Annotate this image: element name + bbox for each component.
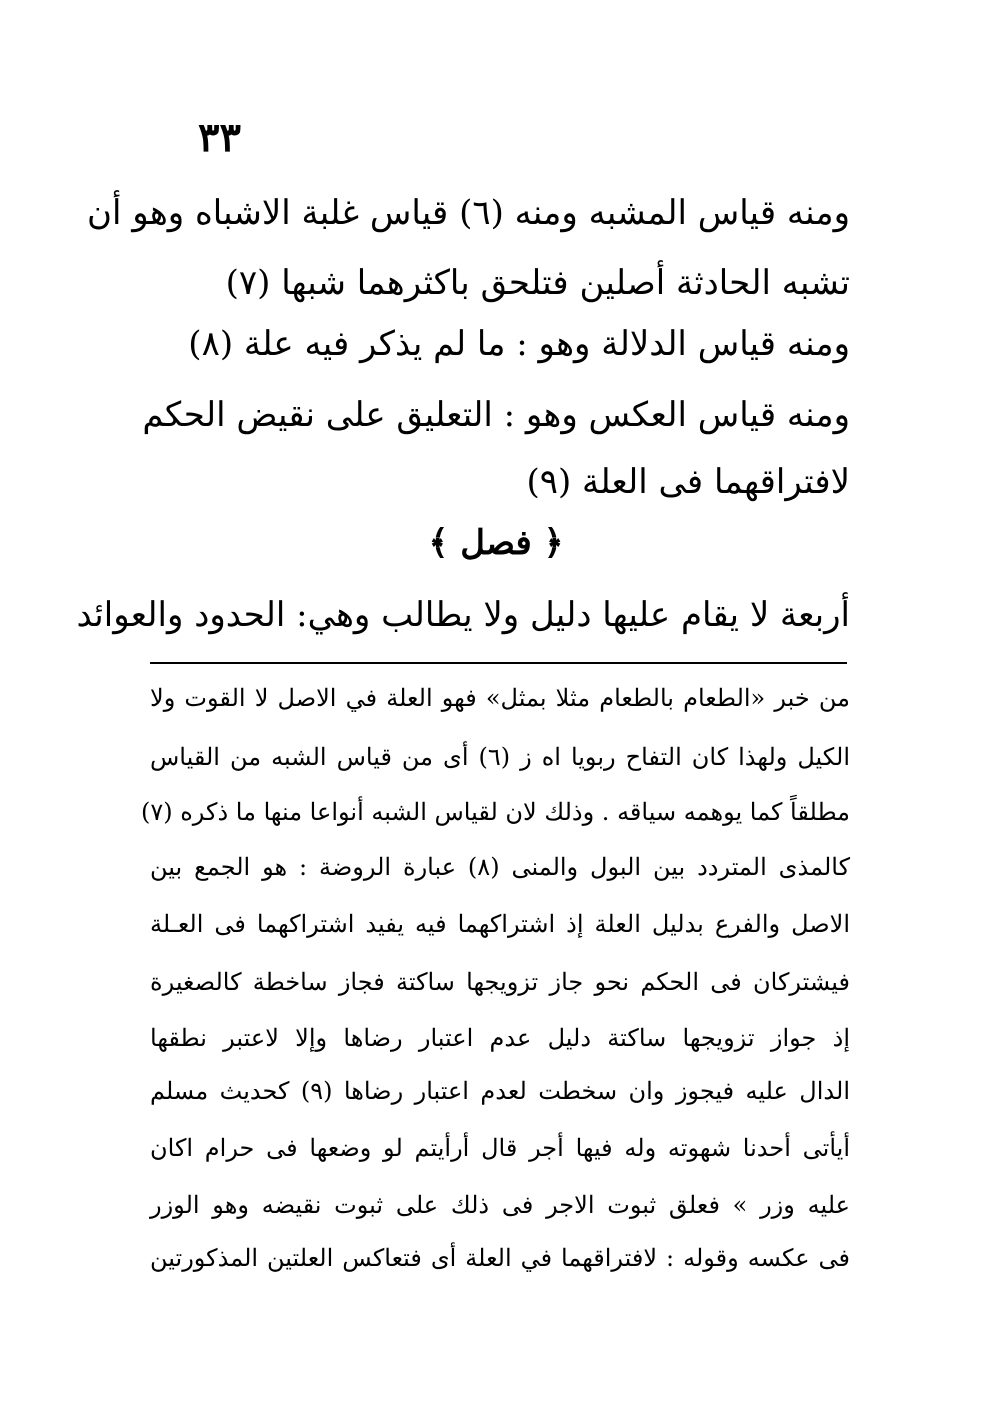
footnote-line: فى عكسه وقوله : لافتراقهما في العلة أى فتعاكس العلتين المذكورتين bbox=[150, 1244, 850, 1272]
footnote-line: إذ جواز تزويجها ساكتة دليل عدم اعتبار رضاها وإلا لاعتبر نطقها bbox=[150, 1024, 850, 1052]
footnote-line: الاصل والفرع بدليل العلة إذ اشتراكهما فيه يفيد اشتراكهما فى العـلة bbox=[150, 910, 850, 938]
main-text-line: ومنه قياس الدلالة وهو : ما لم يذكر فيه علة (٨) bbox=[188, 324, 850, 364]
main-text-line: ومنه قياس العكس وهو : التعليق على نقيض الحكم bbox=[142, 395, 850, 435]
footnote-line: عليه وزر » فعلق ثبوت الاجر فى ذلك على ثبوت نقيضه وهو الوزر bbox=[150, 1191, 850, 1219]
main-text-line: لافتراقهما فى العلة (٩) bbox=[526, 462, 850, 502]
footnote-line: أيأتى أحدنا شهوته وله فيها أجر قال أرأيتم لو وضعها فى حرام اكان bbox=[150, 1134, 850, 1162]
footnote-line: كالمذى المتردد بين البول والمنى (٨) عبارة الروضة : هو الجمع بين bbox=[150, 853, 850, 881]
main-text-line: تشبه الحادثة أصلين فتلحق باكثرهما شبها (٧) bbox=[225, 263, 850, 303]
footnote-line: مطلقاً كما يوهمه سياقه . وذلك لان لقياس الشبه أنواعا منها ما ذكره (٧) bbox=[140, 798, 850, 826]
footnote-line: من خبر «الطعام بالطعام مثلا بمثل» فهو العلة في الاصل لا القوت ولا bbox=[150, 684, 850, 712]
footnote-line: فيشتركان فى الحكم نحو جاز تزويجها ساكتة فجاز ساخطة كالصغيرة bbox=[150, 968, 851, 996]
section-heading: ﴿ فصل ﴾ bbox=[428, 523, 564, 563]
main-text-line: ومنه قياس المشبه ومنه (٦) قياس غلبة الاشباه وهو أن bbox=[87, 193, 850, 233]
page-number: ٣٣ bbox=[198, 114, 241, 161]
footnote-divider bbox=[150, 662, 847, 664]
footnote-line: الدال عليه فيجوز وان سخطت لعدم اعتبار رضاها (٩) كحديث مسلم bbox=[150, 1077, 850, 1105]
section-lead-line: أربعة لا يقام عليها دليل ولا يطالب وهي: الحدود والعوائد bbox=[76, 595, 850, 635]
footnote-line: الكيل ولهذا كان التفاح ربويا اه ز (٦) أى من قياس الشبه من القياس bbox=[150, 743, 851, 771]
